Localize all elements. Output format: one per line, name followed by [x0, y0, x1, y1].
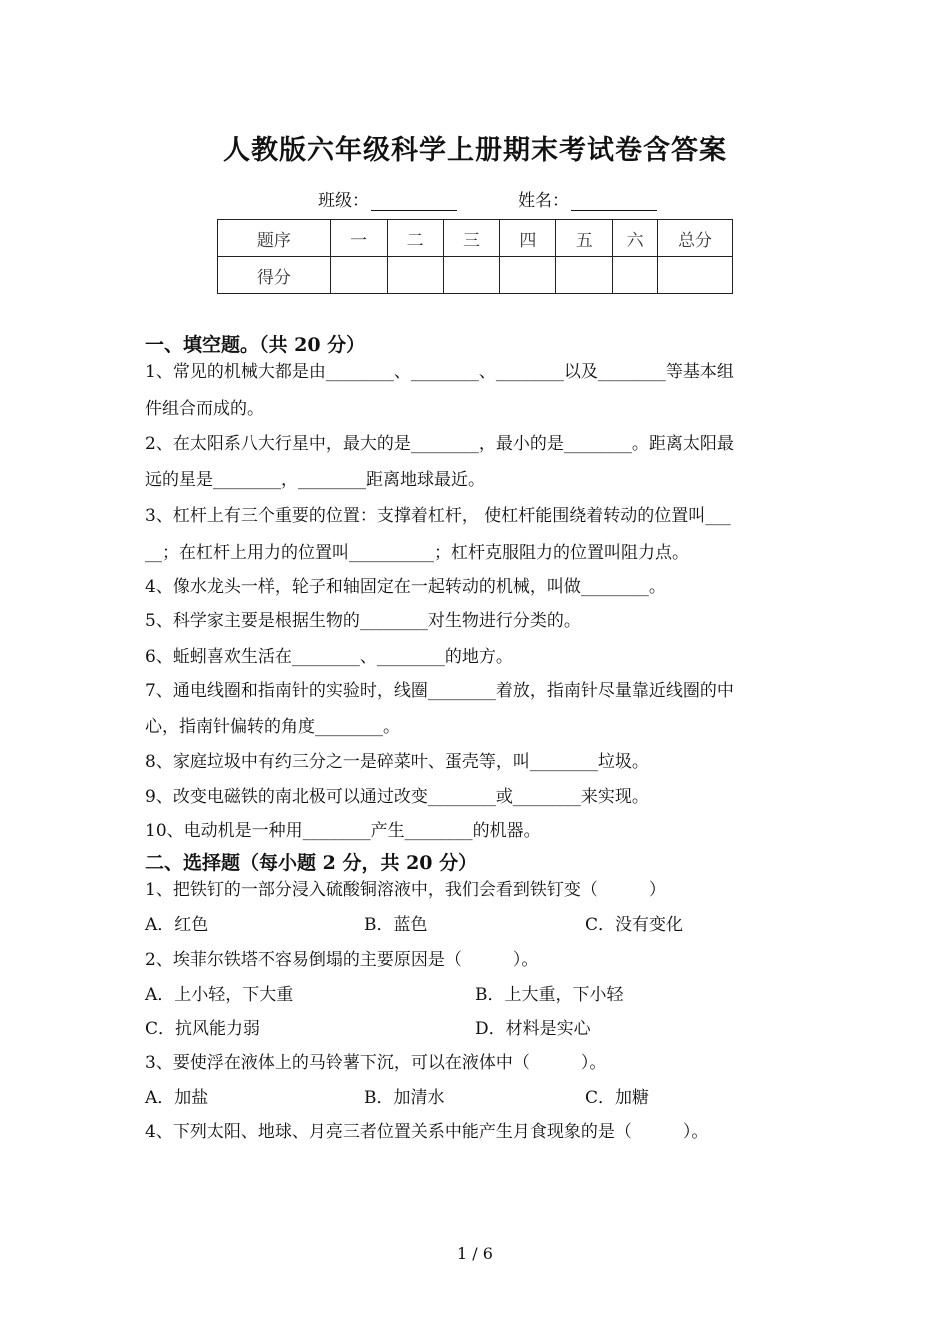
score-cell	[556, 257, 613, 294]
question-line: 5、科学家主要是根据生物的________对生物进行分类的。	[145, 611, 581, 631]
question-line: 心，指南针偏转的角度________。	[145, 717, 400, 737]
option-d: D．材料是实心	[475, 1019, 591, 1039]
score-cell	[500, 257, 556, 294]
option-c: C．抗风能力弱	[145, 1019, 261, 1039]
question-line: 7、通电线圈和指南针的实验时，线圈________着放，指南针尽量靠近线圈的中	[145, 681, 734, 701]
name-label: 姓名：	[518, 191, 569, 211]
question-stem: 2、埃菲尔铁塔不容易倒塌的主要原因是（ ）。	[145, 950, 539, 970]
name-field	[518, 186, 657, 211]
option-b: B．加清水	[364, 1088, 445, 1108]
score-table-score-row	[218, 257, 733, 294]
section1-heading: 一、填空题。（共 20 分）	[145, 334, 366, 356]
score-cell	[443, 257, 500, 294]
table-header-cell: 二	[387, 220, 443, 257]
page-number: 1 / 6	[457, 1244, 493, 1263]
table-header-cell: 四	[500, 220, 556, 257]
table-header-cell: 题序	[218, 220, 331, 257]
score-table	[217, 219, 733, 294]
question-line: 6、蚯蚓喜欢生活在________、________的地方。	[145, 647, 513, 667]
question-stem: 4、下列太阳、地球、月亮三者位置关系中能产生月食现象的是（ ）。	[145, 1122, 709, 1142]
page-title: 人教版六年级科学上册期末考试卷含答案	[223, 135, 727, 166]
table-header-cell: 一	[330, 220, 387, 257]
name-blank	[571, 192, 657, 211]
table-header-cell: 六	[613, 220, 658, 257]
question-line: 10、电动机是一种用________产生________的机器。	[145, 821, 541, 841]
score-cell	[330, 257, 387, 294]
question-line: 8、家庭垃圾中有约三分之一是碎菜叶、蛋壳等，叫________垃圾。	[145, 752, 649, 772]
table-header-cell: 三	[443, 220, 500, 257]
question-line: 9、改变电磁铁的南北极可以通过改变________或________来实现。	[145, 787, 649, 807]
question-line: __；在杠杆上用力的位置叫__________；杠杆克服阻力的位置叫阻力点。	[145, 543, 689, 563]
option-a: A．红色	[145, 915, 209, 935]
table-row-label: 得分	[218, 257, 331, 294]
option-b: B．蓝色	[364, 915, 428, 935]
question-line: 1、常见的机械大都是由________、________、________以及________等基本组	[145, 362, 734, 382]
table-header-cell: 总分	[658, 220, 733, 257]
class-blank	[371, 192, 457, 211]
table-header-cell: 五	[556, 220, 613, 257]
score-cell	[613, 257, 658, 294]
question-line: 2、在太阳系八大行星中，最大的是________，最小的是________。距离太阳最	[145, 434, 734, 454]
option-c: C．加糖	[585, 1088, 650, 1108]
score-cell	[387, 257, 443, 294]
option-a: A．上小轻，下大重	[145, 985, 294, 1005]
question-line: 3、杠杆上有三个重要的位置：支撑着杠杆， 使杠杆能围绕着转动的位置叫___	[145, 506, 731, 526]
question-stem: 3、要使浮在液体上的马铃薯下沉，可以在液体中（ ）。	[145, 1053, 607, 1073]
question-stem: 1、把铁钉的一部分浸入硫酸铜溶液中，我们会看到铁钉变（ ）	[145, 880, 666, 900]
class-field	[318, 186, 457, 211]
option-b: B．上大重，下小轻	[475, 985, 624, 1005]
question-line: 远的星是________，________距离地球最近。	[145, 470, 485, 490]
option-c: C．没有变化	[585, 915, 684, 935]
question-line: 件组合而成的。	[145, 399, 264, 419]
class-label: 班级：	[318, 191, 369, 211]
question-line: 4、像水龙头一样，轮子和轴固定在一起转动的机械，叫做________。	[145, 577, 666, 597]
score-cell	[658, 257, 733, 294]
score-table-header-row	[218, 220, 733, 257]
section2-heading: 二、选择题（每小题 2 分，共 20 分）	[145, 852, 478, 874]
option-a: A．加盐	[145, 1088, 209, 1108]
